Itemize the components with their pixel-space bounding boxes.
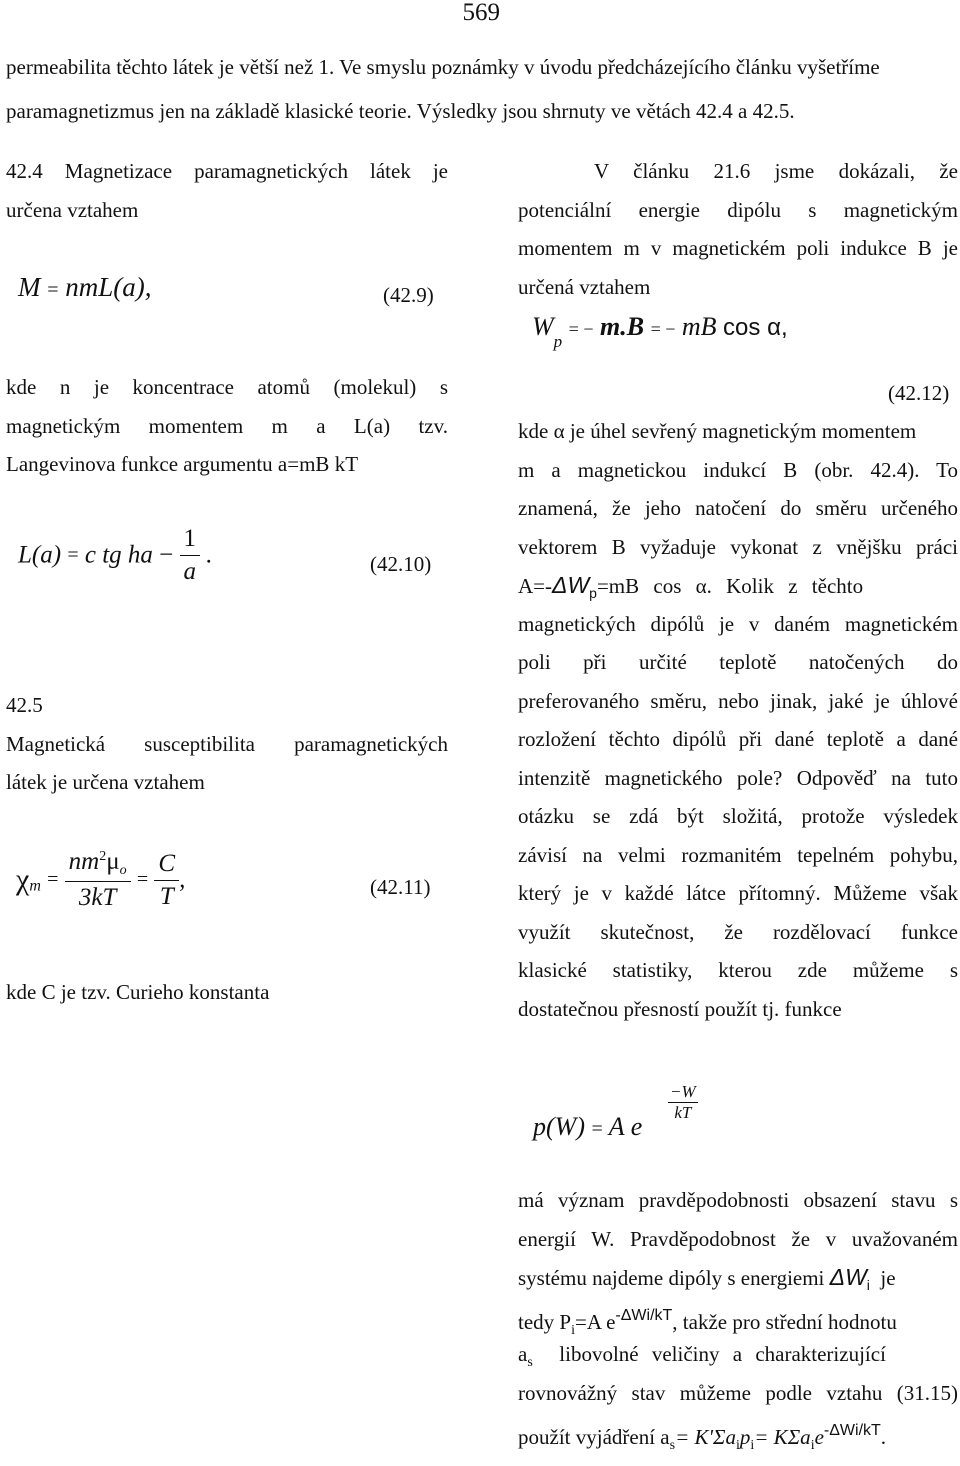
text-fragment: tedy P bbox=[518, 1309, 572, 1334]
denominator: 3kT bbox=[78, 884, 117, 911]
subscript: i bbox=[735, 1438, 740, 1453]
fraction bbox=[154, 850, 179, 911]
text-line: určená vztahem bbox=[518, 274, 651, 299]
eq-subscript: p bbox=[553, 332, 563, 351]
paragraph-definitions bbox=[6, 368, 448, 484]
text-line: preferovaného směru, nebo jinak, jaké je úhlové bbox=[518, 688, 958, 713]
denominator: T bbox=[159, 882, 174, 910]
text-fragment: =A e bbox=[574, 1309, 616, 1334]
text-line: intenzitě magnetického pole? Odpověď na tuto bbox=[518, 765, 958, 790]
text-line bbox=[518, 1412, 958, 1451]
superscript: -ΔWi/kT bbox=[615, 1306, 673, 1324]
eq-cos: cos α, bbox=[723, 314, 788, 341]
text-line: znamená, že jeho natočení do směru určeného bbox=[518, 496, 958, 520]
top-paragraph: permeabilita těchto látek je větší než 1. Ve smyslu poznámky v úvodu předcházejícího článku vyšetříme paramagnetizmus jen na základě klasické teorie. Výsledky jsou shrnuty ve větách 42.4 a 42.5. bbox=[6, 55, 880, 123]
text-line: otázku se zdá být složitá, protože výsledek bbox=[518, 804, 958, 828]
equation-number: (42.10) bbox=[370, 552, 432, 576]
text-line: určena vztahem bbox=[6, 197, 139, 222]
superscript: -ΔWi/kT bbox=[823, 1422, 881, 1439]
eq-rhs: A e bbox=[608, 1112, 643, 1141]
text-line: má význam pravděpodobnosti obsazení stavu s bbox=[518, 1188, 958, 1212]
equation-42-12: $W_p$ = − m.B = − mB cos α, bbox=[532, 312, 788, 351]
subscript: p bbox=[589, 585, 597, 601]
equation-number: (42.12) bbox=[888, 381, 950, 405]
text-fragment: p bbox=[739, 1425, 751, 1449]
text-line: Magnetická susceptibilita paramagnetických bbox=[6, 731, 448, 756]
text-fragment: systému najdeme dipóly s energiemi bbox=[518, 1266, 825, 1290]
text-line: momentem m v magnetickém poli indukce B je bbox=[518, 236, 958, 260]
denominator: a bbox=[183, 558, 196, 585]
mu-subscript: o bbox=[119, 863, 127, 878]
text-line: využít skutečnost, že rozdělovací funkce bbox=[518, 919, 958, 944]
chi-symbol: χ bbox=[16, 863, 30, 896]
text-fragment: . bbox=[880, 1425, 887, 1449]
subscript: s bbox=[527, 1355, 533, 1370]
text-fragment: =mB cos α. Kolik z těchto bbox=[596, 574, 864, 598]
mu-symbol: μ bbox=[106, 848, 120, 875]
text-fragment: , takže pro střední hodnotu bbox=[672, 1309, 897, 1334]
text-line: látek je určena vztahem bbox=[6, 770, 205, 794]
delta-w: ΔW bbox=[829, 1264, 867, 1290]
text-fragment: A=- bbox=[518, 574, 553, 598]
numerator: C bbox=[154, 850, 179, 881]
text-line bbox=[518, 1335, 958, 1374]
text-line bbox=[518, 1297, 958, 1336]
text-line: V článku 21.6 jsme dokázali, že bbox=[594, 159, 958, 183]
eq-rhs: nmL(a), bbox=[65, 272, 152, 302]
numerator: 1 bbox=[180, 525, 201, 556]
equation-distribution: p(W) = A e bbox=[533, 1112, 643, 1141]
text-line: poli při určité teplotě natočených do bbox=[518, 650, 958, 674]
fraction bbox=[65, 848, 131, 912]
text-line: potenciální energie dipólu s magnetickým bbox=[518, 197, 958, 222]
text-fragment: = KΣa bbox=[754, 1425, 811, 1449]
text-line: vektorem B vyžaduje vykonat z vnějšku práci bbox=[518, 534, 958, 559]
text-line: magnetickým momentem m a L(a) tzv. bbox=[6, 413, 448, 438]
subscript: i bbox=[866, 1277, 870, 1293]
text-line: klasické statistiky, kterou zde můžeme s bbox=[518, 958, 958, 982]
paragraph-right-main bbox=[518, 412, 958, 1028]
text-fragment: a bbox=[518, 1342, 528, 1366]
num-sup: 2 bbox=[99, 849, 107, 864]
text-fragment: = K'Σa bbox=[675, 1425, 736, 1449]
text-line bbox=[518, 566, 958, 605]
subscript: i bbox=[571, 1322, 575, 1338]
paragraph-42-5 bbox=[6, 686, 448, 802]
text-fragment: je bbox=[880, 1266, 896, 1290]
equation-42-11: $\chi_m$ = $\frac{nm^2\mu_o}{3kT}$ = $\frac{C}{T}$ , bbox=[16, 848, 186, 911]
fraction bbox=[180, 525, 201, 586]
eq-comma: , bbox=[179, 866, 186, 893]
text-line: energií W. Pravděpodobnost že v uvažovaném bbox=[518, 1226, 958, 1251]
paragraph-right-end bbox=[518, 1181, 958, 1451]
eq-lhs: W bbox=[532, 312, 554, 341]
eq-dot: . bbox=[206, 541, 213, 569]
text-line bbox=[518, 1258, 958, 1297]
text-fragment: e bbox=[814, 1425, 824, 1449]
text-line: 42.5 bbox=[6, 693, 43, 717]
text-line: kde α je úhel sevřený magnetickým momentem bbox=[518, 419, 917, 443]
text-line: Langevinova funkce argumentu a=mB kT bbox=[6, 452, 359, 476]
eq-vector-product: m.B bbox=[599, 312, 645, 341]
numerator bbox=[65, 848, 131, 882]
exponent-denominator: kT bbox=[674, 1103, 692, 1122]
eq-lhs: p(W) bbox=[533, 1112, 585, 1141]
equation-42-9: M = nmL(a), bbox=[18, 272, 152, 302]
text-line: který je v každé látce přítomný. Můžeme však bbox=[518, 881, 958, 905]
chi-subscript: m bbox=[29, 877, 41, 895]
text-line: m a magnetickou indukcí B (obr. 42.4). To bbox=[518, 457, 958, 482]
equation-number: (42.9) bbox=[383, 283, 434, 307]
text-line: rovnovážný stav můžeme podle vztahu (31.15) bbox=[518, 1380, 958, 1405]
subscript: i bbox=[810, 1438, 815, 1453]
eq-lhs: M bbox=[18, 272, 41, 302]
text-line: magnetických dipólů je v daném magnetickém bbox=[518, 611, 958, 636]
text-line: rozložení těchto dipólů při dané teplotě a dané bbox=[518, 727, 958, 751]
page-number: 569 bbox=[462, 0, 500, 26]
text-fragment: použít vyjádření a bbox=[518, 1425, 670, 1449]
exponent-numerator: −W bbox=[670, 1082, 696, 1101]
equation-42-10: L(a) = c tg ha − $\frac{1}{a}$ . bbox=[18, 525, 213, 585]
eq-lhs: L(a) bbox=[18, 541, 62, 569]
text-line: závisí na velmi rozmanitém tepelném pohybu, bbox=[518, 842, 958, 867]
subscript: i bbox=[750, 1438, 755, 1453]
equation-number: (42.11) bbox=[370, 875, 431, 899]
text-line: dostatečnou přesností použít tj. funkce bbox=[518, 996, 842, 1021]
subscript: s bbox=[669, 1438, 676, 1453]
text-line: kde n je koncentrace atomů (molekul) s bbox=[6, 375, 448, 399]
text-fragment: libovolné veličiny a charakterizující bbox=[559, 1342, 886, 1366]
num-text: nm bbox=[68, 848, 100, 875]
eq-mid: c tg ha bbox=[84, 541, 153, 569]
exponent-fraction bbox=[668, 1082, 698, 1123]
curie-constant-note: kde C je tzv. Curieho konstanta bbox=[6, 980, 270, 1004]
text-line: 42.4 Magnetizace paramagnetických látek je bbox=[6, 159, 448, 183]
eq-scalar-product: mB bbox=[681, 312, 717, 341]
paragraph-right-intro bbox=[518, 152, 958, 306]
delta-w: ΔW bbox=[552, 572, 590, 598]
paragraph-42-4 bbox=[6, 152, 448, 229]
